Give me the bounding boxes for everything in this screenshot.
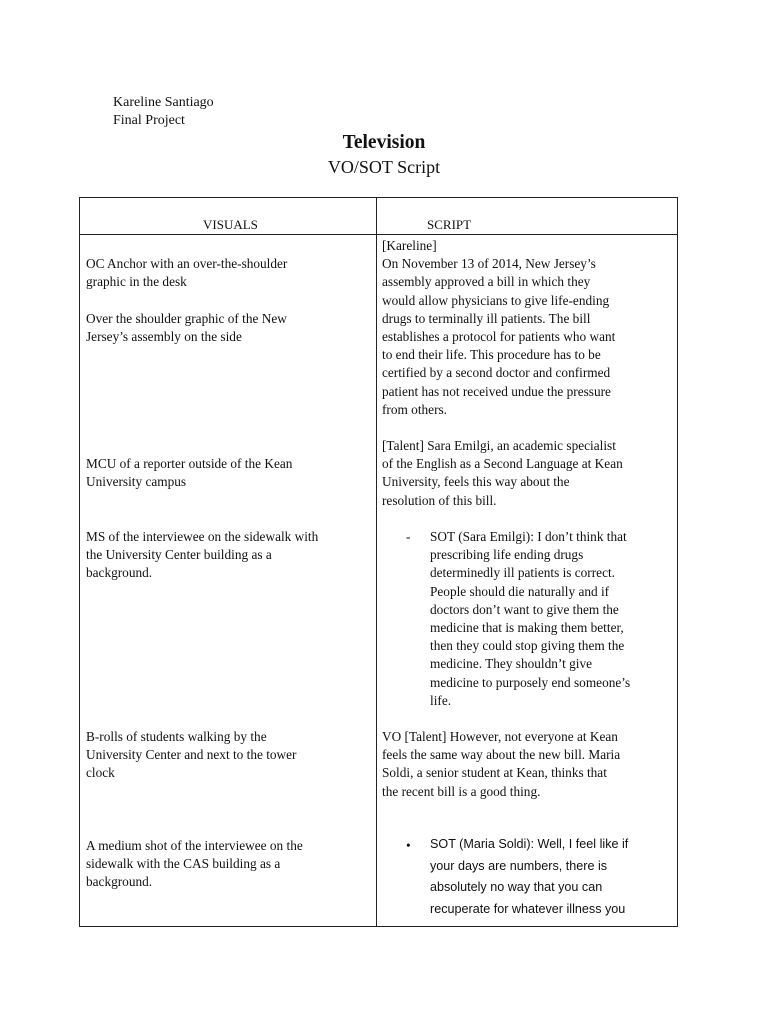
script-cell-vo: VO [Talent] However, not everyone at Kean feels the same way about the new bill. Maria Soldi, a senior student at Kean, thinks that the recent bill is a good thing. [382,729,621,799]
document-header [113,94,214,130]
author-name: Kareline Santiago [113,95,214,110]
bullet-marker: • [406,838,411,853]
visual-cell-interview-2: A medium shot of the interviewee on the sidewalk with the CAS building as a background. [86,838,303,890]
script-table [79,197,678,927]
script-cell-talent: [Talent] Sara Emilgi, an academic specialist of the English as a Second Language at Kean University, feels this way about the resolution of this bill. [382,438,623,508]
script-cell-intro: [Kareline] On November 13 of 2014, New Jersey’s assembly approved a bill in which they would allow physicians to give life-ending drugs to terminally ill patients. The bill establishes a protocol for patients who want to end their life. This procedure has to be certified by a second doctor and confirmed patient has not received undue the pressure from others. [382,238,616,417]
visual-cell-interview-1: MS of the interviewee on the sidewalk with the University Center building as a background. [86,529,319,581]
visual-cell-anchor: OC Anchor with an over-the-shoulder graphic in the desk [86,256,288,290]
script-cell-sot-maria: SOT (Maria Soldi): Well, I feel like if your days are numbers, there is absolutely no way that you can recuperate for whatever illness you [430,837,629,916]
visual-cell-reporter: MCU of a reporter outside of the Kean University campus [86,456,293,490]
script-cell-sot-sara: SOT (Sara Emilgi): I don’t think that prescribing life ending drugs determinedly ill patients is correct. People should die naturally and if doctors don’t want to give them the medicine that is making them better, then they could stop giving them the medicine. They shouldn’t give medicine to purposely end someone’s life. [430,529,631,708]
project-label: Final Project [113,113,185,128]
visuals-column-header: VISUALS [203,217,258,232]
visual-cell-graphic: Over the shoulder graphic of the New Jersey’s assembly on the side [86,311,287,345]
column-divider [376,198,377,926]
visual-cell-b-roll: B-rolls of students walking by the University Center and next to the tower clock [86,729,297,781]
dash-marker: - [406,529,411,544]
script-column-header: SCRIPT [427,217,472,232]
header-divider [80,234,677,235]
document-title: Television [342,132,426,153]
document-subtitle: VO/SOT Script [327,157,441,177]
